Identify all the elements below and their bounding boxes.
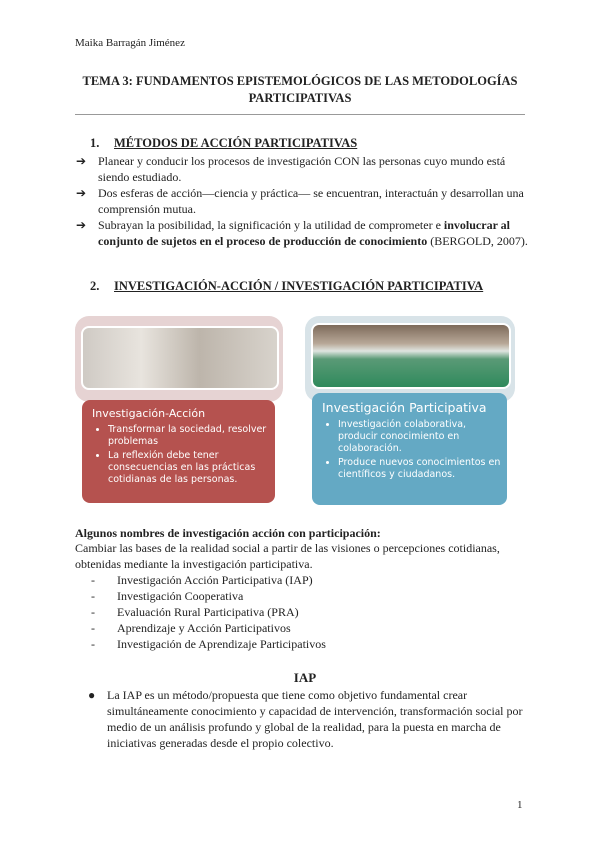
arrow-icon: ➔ [76, 154, 87, 168]
list-item: - Investigación de Aprendizaje Participativos [91, 637, 326, 651]
figure-left-box [82, 400, 275, 503]
box-item: • Transformar la sociedad, resolver problemas [108, 424, 275, 448]
names-heading: Algunos nombres de investigación acción con participación: [75, 526, 381, 540]
names-section [75, 526, 535, 652]
iap-bullet: ● La IAP es un método/propuesta que tiene como objetivo fundamental crear simultáneamente conocimiento y capacidad de intervención, transformación social por medio de un análisis profundo y global de la realidad, para la puesta en marcha de iniciativas generadas desde el propio colectivo. [88, 688, 523, 750]
box-item: • Produce nuevos conocimientos en científicos y ciudadanos. [338, 457, 507, 481]
list-item: - Aprendizaje y Acción Participativos [91, 621, 291, 635]
box-item: • Investigación colaborativa, producir conocimiento en colaboración. [338, 419, 507, 455]
arrow-icon: ➔ [76, 218, 87, 232]
photo-pool [311, 323, 511, 389]
page-number: 1 [517, 799, 523, 811]
list-item: ➔ Subrayan la posibilidad, la significación y la utilidad de comprometer e involucrar al conjunto de sujetos en el proceso de producción de conocimiento (BERGOLD, 2007). [76, 218, 528, 248]
list-item: - Investigación Cooperativa [91, 589, 244, 603]
iap-heading: IAP [293, 670, 317, 685]
section-number: 1. [90, 136, 100, 150]
box-item: • La reflexión debe tener consecuencias en las prácticas cotidianas de las personas. [108, 450, 275, 486]
list-item: - Investigación Acción Participativa (IAP) [91, 573, 313, 587]
document-title: TEMA 3: FUNDAMENTOS EPISTEMOLÓGICOS DE LAS METODOLOGÍAS PARTICIPATIVAS [82, 74, 518, 105]
section-title: INVESTIGACIÓN-ACCIÓN / INVESTIGACIÓN PARTICIPATIVA [114, 279, 484, 293]
list-item: ➔ Dos esferas de acción—ciencia y práctica— se encuentran, interactuán y desarrollan una comprensión mutua. [76, 186, 524, 216]
list-item: ➔ Planear y conducir los procesos de investigación CON las personas cuyo mundo está siendo estudiado. [76, 154, 506, 184]
arrow-icon: ➔ [76, 186, 87, 200]
title-divider [75, 114, 525, 115]
box-title: Investigación-Acción [92, 407, 206, 420]
section-1-heading [90, 136, 357, 151]
names-intro: Cambiar las bases de la realidad social a partir de las visiones o percepciones cotidianas, obtenidas mediante la investigación participativa. [75, 541, 500, 571]
page-header-author: Maika Barragán Jiménez [75, 37, 185, 49]
list-item: - Evaluación Rural Participativa (PRA) [91, 605, 299, 619]
section-number: 2. [90, 279, 100, 293]
section-1-bullets [76, 153, 536, 249]
section-title: MÉTODOS DE ACCIÓN PARTICIPATIVAS [114, 136, 358, 150]
figure-right-box [312, 393, 507, 505]
section-2-heading [90, 279, 483, 294]
bullet-icon: ● [88, 688, 96, 702]
box-title: Investigación Participativa [322, 400, 487, 415]
photo-classroom [81, 326, 279, 390]
